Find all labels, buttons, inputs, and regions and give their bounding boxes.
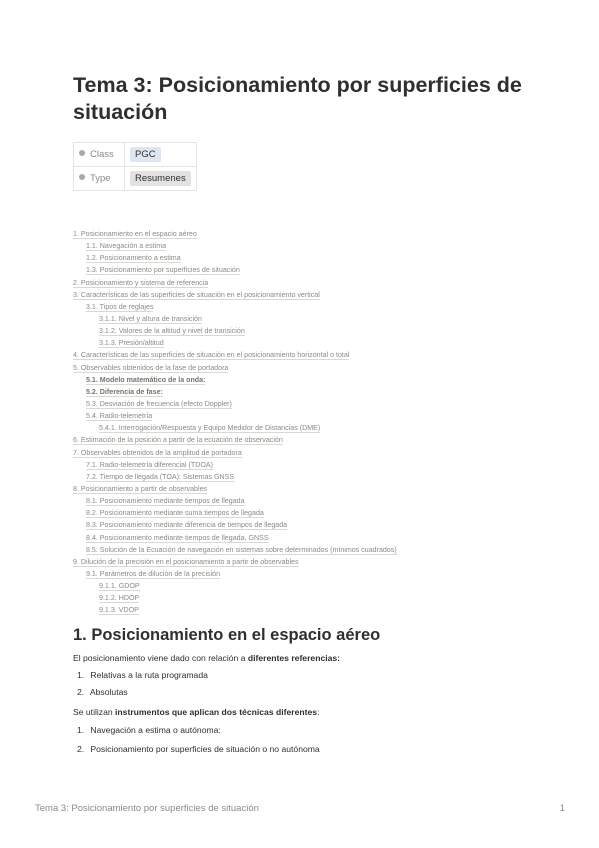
table-of-contents — [73, 228, 397, 617]
list-text: Posicionamiento por superficies de situación o no autónoma — [90, 744, 320, 754]
toc-item[interactable] — [73, 544, 397, 556]
toc-link[interactable]: 3.1.2. Valores de la altitud y nivel de transición — [99, 327, 245, 336]
toc-link[interactable]: 5.1. Modelo matemático de la onda: — [86, 375, 206, 384]
toc-link[interactable]: 7. Observables obtenidos de la amplitud de portadora — [73, 448, 242, 457]
paragraph-intro — [73, 653, 340, 663]
toc-item[interactable] — [73, 604, 397, 616]
toc-item[interactable] — [73, 434, 397, 446]
class-tag[interactable]: PGC — [130, 147, 161, 162]
toc-item[interactable] — [73, 240, 397, 252]
list-text: Relativas a la ruta programada — [90, 670, 208, 680]
toc-item[interactable] — [73, 447, 397, 459]
properties-table — [73, 142, 197, 191]
property-key-type — [74, 167, 125, 191]
toc-item[interactable] — [73, 398, 397, 410]
toc-link[interactable]: 1. Posicionamiento en el espacio aéreo — [73, 230, 197, 238]
list-item — [77, 667, 208, 684]
paragraph-text: Se utilizan — [73, 707, 116, 717]
property-row-class — [74, 143, 197, 167]
property-value-class[interactable] — [125, 143, 197, 167]
toc-item[interactable] — [73, 362, 397, 374]
toc-item[interactable] — [73, 374, 397, 386]
toc-item[interactable] — [73, 289, 397, 301]
toc-link[interactable]: 3.1. Tipos de reglajes — [86, 302, 154, 311]
toc-item[interactable] — [73, 337, 397, 349]
section-heading: 1. Posicionamiento en el espacio aéreo — [73, 626, 381, 644]
toc-item[interactable] — [73, 580, 397, 592]
toc-item[interactable] — [73, 519, 397, 531]
toc-item[interactable] — [73, 495, 397, 507]
toc-item[interactable] — [73, 556, 397, 568]
toc-item[interactable] — [73, 252, 397, 264]
toc-link[interactable]: 5.4.1. Interrogación/Respuesta y Equipo Medidor de Distancias (DME) — [99, 424, 321, 433]
paragraph-bold: diferentes referencias: — [247, 653, 341, 663]
toc-item[interactable] — [73, 459, 397, 471]
toc-link[interactable]: 8.2. Posicionamiento mediante suma tiempos de llegada — [86, 509, 264, 518]
page-title: Tema 3: Posicionamiento por superficies de situación — [73, 73, 522, 124]
toc-link[interactable]: 5.4. Radio-telemetría — [86, 412, 153, 421]
property-key-label: Class — [90, 149, 114, 160]
toc-item[interactable] — [73, 568, 397, 580]
toc-item[interactable] — [73, 592, 397, 604]
toc-link[interactable]: 8.4. Posicionamiento mediante tiempos de llegada, GNSS — [86, 533, 269, 542]
type-tag[interactable]: Resumenes — [130, 171, 191, 186]
toc-item[interactable] — [73, 422, 397, 434]
list-number: 1. — [77, 725, 85, 735]
toc-link[interactable]: 3.1.1. Nivel y altura de transición — [99, 314, 202, 323]
list-item — [77, 721, 320, 740]
toc-item[interactable] — [73, 471, 397, 483]
reference-list — [77, 667, 208, 701]
toc-link[interactable]: 1.3. Posicionamiento por superficies de situación — [86, 266, 240, 275]
toc-item[interactable] — [73, 349, 397, 361]
toc-item[interactable] — [73, 532, 397, 544]
toc-link[interactable]: 5.3. Desviación de frecuencia (efecto Doppler) — [86, 399, 232, 408]
list-number: 1. — [77, 670, 85, 680]
property-value-type[interactable] — [125, 167, 197, 191]
property-key-class — [74, 143, 125, 167]
paragraph-text: : — [317, 707, 320, 717]
toc-link[interactable]: 9.1.1. GDOP — [99, 582, 140, 591]
toc-link[interactable]: 9.1.3. VDOP — [99, 606, 139, 615]
list-number: 2. — [77, 744, 85, 754]
toc-item[interactable] — [73, 386, 397, 398]
toc-item[interactable] — [73, 325, 397, 337]
property-icon — [79, 150, 85, 156]
page-footer — [35, 803, 565, 814]
property-icon — [79, 174, 85, 180]
footer-title: Tema 3: Posicionamiento por superficies de situación — [35, 803, 259, 814]
toc-item[interactable] — [73, 483, 397, 495]
toc-item[interactable] — [73, 410, 397, 422]
toc-link[interactable]: 6. Estimación de la posición a partir de la ecuación de observación — [73, 436, 283, 445]
toc-link[interactable]: 8.3. Posicionamiento mediante diferencia de tiempos de llegada — [86, 521, 288, 530]
toc-link[interactable]: 7.2. Tiempo de llegada (TOA): Sistemas GNSS — [86, 472, 235, 481]
page-number: 1 — [559, 803, 565, 814]
toc-link[interactable]: 3. Características de las superficies de situación en el posicionamiento vertical — [73, 290, 320, 299]
toc-link[interactable]: 8. Posicionamiento a partir de observables — [73, 484, 208, 493]
property-key-label: Type — [90, 173, 111, 184]
toc-link[interactable]: 7.1. Radio-telemetría diferencial (TDOA) — [86, 460, 213, 469]
toc-item[interactable] — [73, 228, 397, 240]
toc-link[interactable]: 4. Características de las superficies de situación en el posicionamiento horizontal o total — [73, 351, 350, 360]
toc-item[interactable] — [73, 507, 397, 519]
toc-link[interactable]: 5.2. Diferencia de fase: — [86, 387, 163, 396]
toc-item[interactable] — [73, 277, 397, 289]
toc-item[interactable] — [73, 264, 397, 276]
toc-link[interactable]: 5. Observables obtenidos de la fase de portadora — [73, 363, 229, 372]
list-item — [77, 740, 320, 759]
toc-link[interactable]: 8.1. Posicionamiento mediante tiempos de llegada — [86, 497, 245, 506]
list-text: Navegación a estima o autónoma: — [90, 725, 221, 735]
paragraph-techniques — [73, 707, 319, 717]
toc-link[interactable]: 1.2. Posicionamiento a estima — [86, 254, 181, 263]
property-row-type — [74, 167, 197, 191]
toc-item[interactable] — [73, 301, 397, 313]
toc-link[interactable]: 8.5. Solución de la Ecuación de navegación en sistemas sobre determinados (mínimos cuadrados) — [86, 545, 397, 554]
toc-link[interactable]: 1.1. Navegación a estima — [86, 242, 167, 251]
list-text: Absolutas — [89, 687, 128, 697]
toc-link[interactable]: 3.1.3. Presión/altitud — [99, 339, 164, 348]
toc-link[interactable]: 2. Posicionamiento y sistema de referencia — [73, 278, 209, 287]
techniques-list — [77, 721, 320, 759]
toc-item[interactable] — [73, 313, 397, 325]
list-number: 2. — [77, 687, 85, 697]
list-item — [77, 684, 208, 701]
toc-link[interactable]: 9.1.2. HDOP — [99, 594, 140, 603]
paragraph-bold: instrumentos que aplican dos técnicas diferentes — [115, 707, 318, 717]
toc-link[interactable]: 9.1. Parámetros de dilución de la precisión — [86, 569, 221, 578]
toc-link[interactable]: 9. Dilución de la precisión en el posicionamiento a partir de observables — [73, 557, 299, 566]
paragraph-text: El posicionamiento viene dado con relación a — [73, 653, 248, 663]
